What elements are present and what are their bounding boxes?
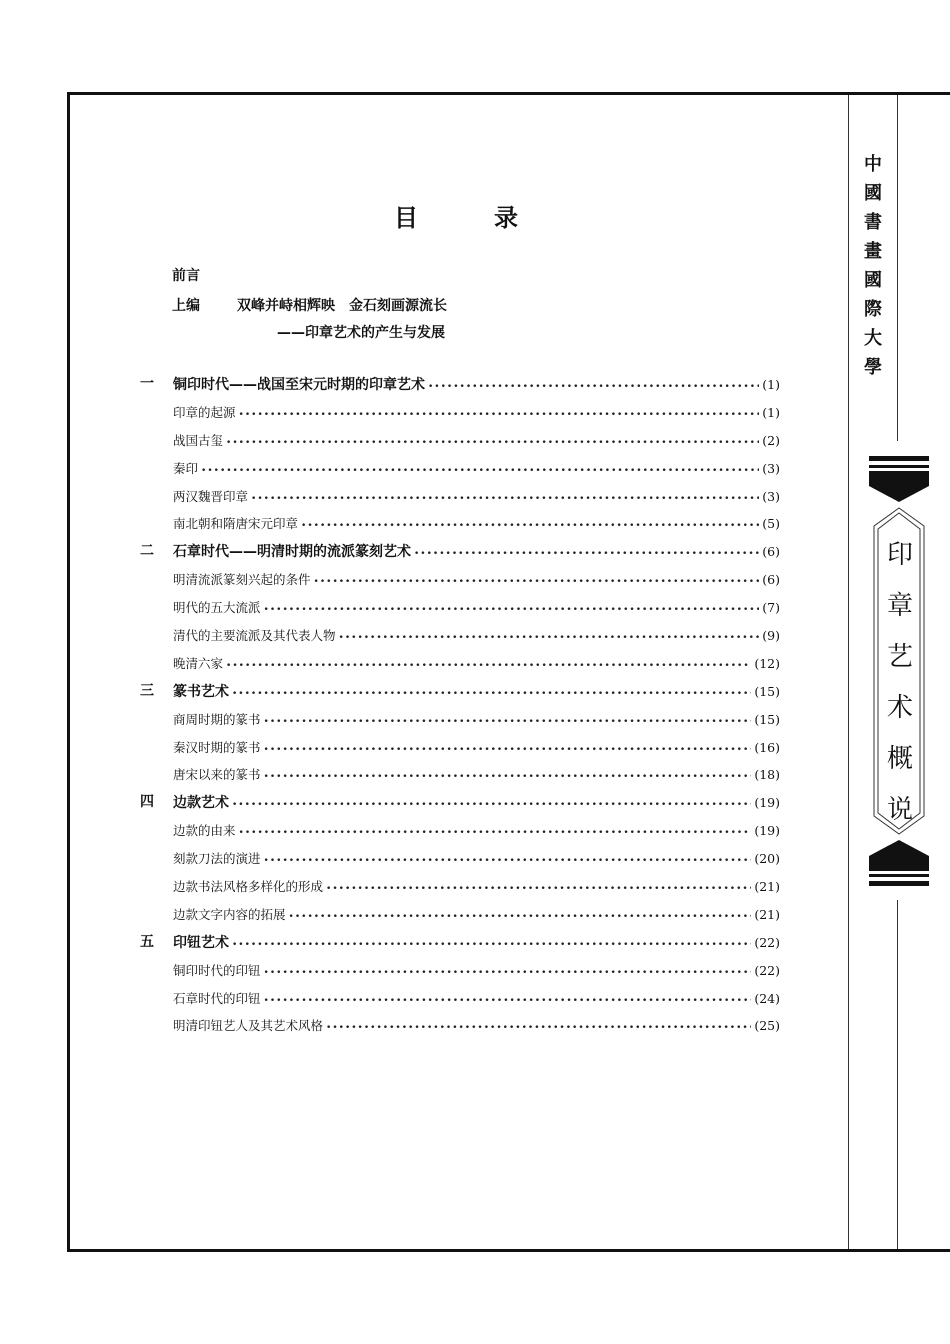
toc-entry-label: 清代的主要流派及其代表人物 (173, 628, 336, 644)
part-title: 双峰并峙相辉映 金石刻画源流长 (237, 298, 447, 314)
toc-entry-line (173, 957, 780, 988)
toc-page-number: (15) (754, 683, 780, 699)
toc-section-entry[interactable] (140, 734, 780, 762)
toc-entry-line (173, 873, 780, 904)
dot-leader (226, 653, 751, 681)
school-char: 畫 (864, 241, 882, 262)
book-title-char: 术 (886, 693, 913, 723)
toc-section-entry[interactable] (140, 817, 780, 845)
dot-leader (301, 513, 759, 541)
toc-section-entry[interactable] (140, 622, 780, 650)
frame-bottom-border (67, 1249, 950, 1252)
toc-heading-char: 录 (494, 204, 518, 232)
toc-section-entry[interactable] (140, 845, 780, 873)
toc-entry-line (173, 678, 780, 709)
toc-entry-line (173, 1012, 780, 1043)
toc-section-entry[interactable] (140, 957, 780, 985)
school-char: 國 (864, 270, 882, 291)
dot-leader (226, 430, 759, 458)
toc-entry-line (173, 594, 780, 625)
toc-page-number: (1) (762, 377, 780, 392)
toc-page-number: (24) (754, 990, 780, 1006)
toc-page-number: (21) (754, 879, 780, 895)
toc-entry-line (173, 371, 780, 402)
toc-entry-label: 秦印 (173, 460, 199, 476)
dot-leader (264, 597, 760, 625)
toc-entry-line (173, 427, 780, 458)
school-char: 大 (864, 328, 882, 349)
book-title-char: 艺 (886, 642, 913, 672)
dot-leader (232, 681, 751, 709)
toc-page-number: (22) (754, 934, 780, 950)
toc-entry-label: 唐宋以来的篆书 (173, 767, 261, 783)
school-char: 國 (864, 183, 882, 204)
book-title-char: 说 (886, 795, 913, 825)
dot-leader (428, 374, 759, 402)
toc-entry-line (173, 761, 780, 792)
dot-leader (239, 820, 752, 848)
toc-entry-line (173, 455, 780, 486)
toc-page-number: (16) (754, 739, 780, 755)
book-title-char: 印 (886, 540, 913, 570)
toc-entry-label: 边款艺术 (173, 795, 229, 812)
toc-entry-label: 晚清六家 (173, 655, 224, 671)
school-char: 學 (864, 357, 882, 378)
dot-leader (264, 709, 752, 737)
toc-section-entry[interactable] (140, 399, 780, 427)
dot-leader (232, 792, 751, 820)
preface-entry[interactable]: 前言 (172, 268, 200, 284)
dot-leader (251, 486, 759, 514)
frame-left-border (67, 92, 70, 1252)
toc-entry-line (173, 622, 780, 653)
toc-page-number: (15) (754, 711, 780, 727)
toc-entry-label: 铜印时代——战国至宋元时期的印章艺术 (173, 377, 425, 393)
toc-heading (390, 198, 530, 234)
dot-leader (232, 932, 751, 960)
toc-page-number: (19) (754, 795, 780, 811)
book-title-vertical (878, 530, 922, 836)
dot-leader (264, 848, 752, 876)
toc-section-entry[interactable] (140, 901, 780, 929)
dot-leader (201, 458, 759, 486)
dot-leader (289, 904, 752, 932)
toc-chapter-entry[interactable] (140, 929, 780, 957)
toc-entry-label: 刻款刀法的演进 (173, 851, 261, 867)
toc-entry-label: 两汉魏晋印章 (173, 488, 249, 504)
toc-heading-char: 目 (394, 204, 418, 232)
toc-chapter-entry[interactable] (140, 538, 780, 566)
toc-section-entry[interactable] (140, 510, 780, 538)
chapter-number: 二 (140, 543, 154, 560)
toc-entry-line (173, 399, 780, 430)
toc-section-entry[interactable] (140, 566, 780, 594)
toc-section-entry[interactable] (140, 706, 780, 734)
toc-page-number: (2) (762, 432, 780, 448)
margin-rule (848, 95, 849, 1249)
toc-page-number: (1) (762, 404, 780, 420)
toc-page-number: (21) (754, 906, 780, 922)
toc-entry-line (173, 901, 780, 932)
toc-page-number: (3) (762, 488, 780, 504)
toc-page-number: (6) (762, 572, 780, 588)
toc-entry-label: 石章时代的印钮 (173, 990, 261, 1006)
dot-leader (326, 876, 751, 904)
dot-leader (264, 960, 752, 988)
toc-page-number: (18) (754, 767, 780, 783)
dot-leader (264, 764, 752, 792)
toc-entry-label: 边款文字内容的拓展 (173, 906, 286, 922)
toc-entry-line (173, 706, 780, 737)
school-char: 際 (864, 299, 882, 320)
toc-entry-label: 秦汉时期的篆书 (173, 739, 261, 755)
toc-page-number: (7) (762, 600, 780, 616)
toc-entry-line (173, 817, 780, 848)
toc-entry-label: 石章时代——明清时期的流派篆刻艺术 (173, 544, 411, 561)
toc-entry-label: 篆书艺术 (173, 683, 229, 700)
toc-entry-line (173, 929, 780, 960)
school-char: 書 (864, 212, 882, 233)
toc-section-entry[interactable] (140, 427, 780, 455)
toc-chapter-entry[interactable] (140, 678, 780, 706)
toc-section-entry[interactable] (140, 594, 780, 622)
toc-page-number: (3) (762, 460, 780, 476)
toc-page-number: (25) (754, 1018, 780, 1034)
toc-entry-label: 商周时期的篆书 (173, 711, 261, 727)
toc-section-entry[interactable] (140, 483, 780, 511)
dot-leader (239, 402, 760, 430)
school-char: 中 (864, 154, 882, 175)
dot-leader (264, 737, 752, 765)
frame-top-border (67, 92, 950, 95)
toc-entry-line (173, 650, 780, 681)
toc-section-entry[interactable] (140, 761, 780, 789)
toc-section-entry[interactable] (140, 873, 780, 901)
toc-chapter-entry[interactable] (140, 371, 780, 399)
part-label: 上编 (172, 298, 200, 314)
toc-entry-label: 明代的五大流派 (173, 600, 261, 616)
chapter-number: 一 (140, 376, 154, 392)
toc-entry-label: 印章的起源 (173, 404, 236, 420)
toc-section-entry[interactable] (140, 1012, 780, 1040)
toc-section-entry[interactable] (140, 985, 780, 1013)
toc-entry-label: 边款的由来 (173, 823, 236, 839)
dot-leader (339, 625, 760, 653)
toc-page-number: (9) (762, 628, 780, 644)
toc-section-entry[interactable] (140, 650, 780, 678)
toc-entry-label: 铜印时代的印钮 (173, 962, 261, 978)
dot-leader (326, 1015, 751, 1043)
toc-entry-line (173, 510, 780, 541)
toc-page-number: (6) (762, 544, 780, 560)
toc-chapter-entry[interactable] (140, 789, 780, 817)
toc-entry-label: 明清流派篆刻兴起的条件 (173, 572, 311, 588)
margin-rule-upper (897, 95, 898, 441)
dot-leader (314, 569, 760, 597)
toc-entry-label: 边款书法风格多样化的形成 (173, 879, 324, 895)
school-name-vertical (860, 150, 886, 382)
toc-entry-line (173, 845, 780, 876)
toc-entry-label: 南北朝和隋唐宋元印章 (173, 516, 299, 532)
toc-entry-line (173, 789, 780, 820)
part-subtitle: ——印章艺术的产生与发展 (277, 325, 445, 341)
chapter-number: 三 (140, 682, 154, 699)
toc-page-number: (20) (754, 851, 780, 867)
book-title-char: 章 (886, 591, 913, 621)
dot-leader (414, 541, 759, 569)
toc-entry-line (173, 734, 780, 765)
toc-page-number: (19) (754, 823, 780, 839)
toc-page-number: (22) (754, 962, 780, 978)
toc-section-entry[interactable] (140, 455, 780, 483)
book-title-char: 概 (886, 744, 913, 774)
chapter-number: 五 (140, 933, 154, 950)
toc-entry-label: 战国古玺 (173, 432, 224, 448)
toc-entry-line (173, 566, 780, 597)
toc-entry-label: 明清印钮艺人及其艺术风格 (173, 1018, 324, 1034)
toc-page-number: (12) (754, 655, 780, 671)
toc-entry-line (173, 538, 780, 569)
toc-page-number: (5) (762, 516, 780, 532)
toc-entry-line (173, 985, 780, 1016)
margin-rule-lower (897, 900, 898, 1249)
toc-list (140, 371, 780, 1040)
toc-entry-line (173, 483, 780, 514)
dot-leader (264, 988, 752, 1016)
chapter-number: 四 (140, 794, 154, 811)
toc-entry-label: 印钮艺术 (173, 934, 229, 951)
